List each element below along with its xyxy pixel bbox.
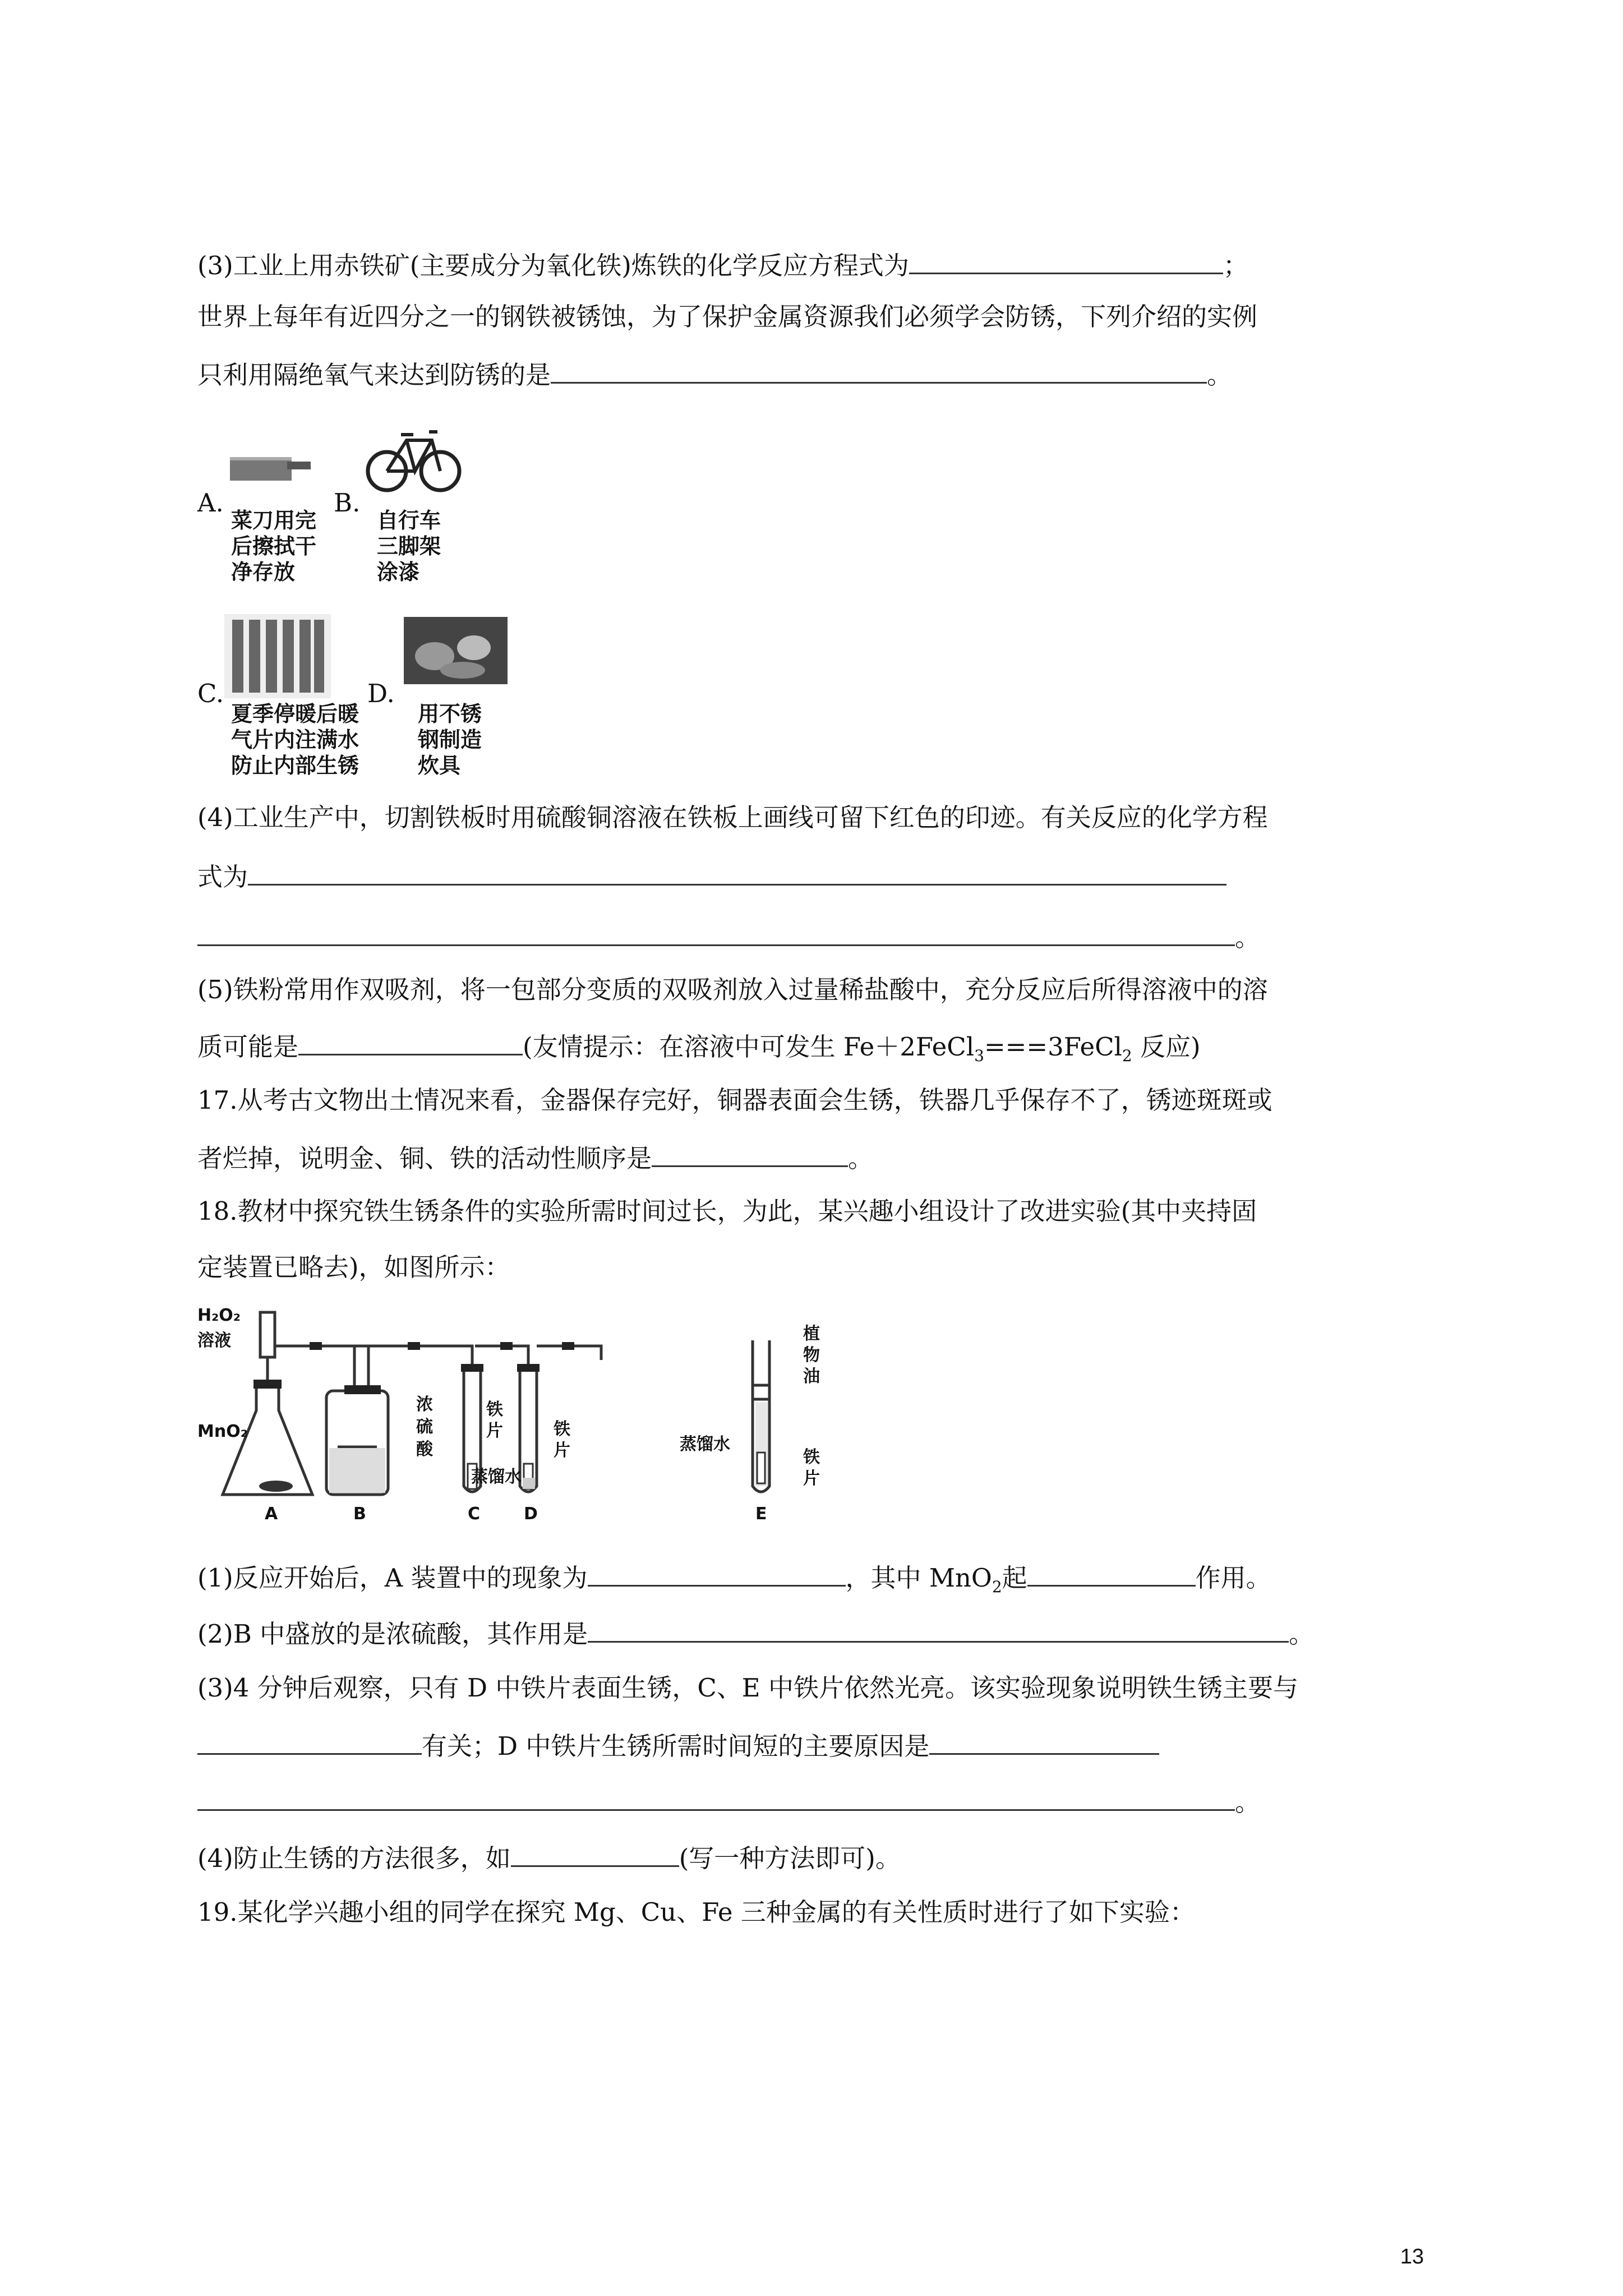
answer-blank[interactable]	[197, 919, 1235, 946]
q16-part3-line1: (3)工业上用赤铁矿(主要成分为氧化铁)炼铁的化学反应方程式为 ；	[197, 247, 1248, 283]
q16-part4-line3: 。	[197, 919, 1260, 955]
option-b-caption: 自行车 三脚架 涂漆	[377, 508, 441, 584]
iron-d-label: 铁 片	[554, 1419, 570, 1460]
label-d: D	[524, 1504, 538, 1524]
label-e: E	[755, 1504, 767, 1524]
apparatus-drawing	[197, 1301, 842, 1525]
q18-sub4: (4)防止生锈的方法很多，如 (写一种方法即可)。	[197, 1839, 901, 1875]
label-b: B	[353, 1504, 366, 1524]
label-c: C	[468, 1504, 481, 1524]
iron-c-label: 铁 片	[486, 1400, 503, 1441]
label-a: A	[265, 1504, 278, 1524]
answer-blank[interactable]	[248, 858, 1227, 886]
q16-part5-line2: 质可能是 (友情提示：在溶液中可发生 Fe＋2FeCl$_3$===3FeCl$_2$ 反应)	[197, 1028, 1201, 1073]
q18-line1: 18.教材中探究铁生锈条件的实验所需时间过长，为此，某兴趣小组设计了改进实验(其中夹持固	[197, 1196, 1257, 1226]
q18-sub3-line2: 有关；D 中铁片生锈所需时间短的主要原因是	[197, 1727, 1159, 1763]
mno2-label: MnO₂	[197, 1422, 248, 1441]
cookware-image	[404, 617, 508, 684]
radiator-image	[224, 614, 331, 698]
q16-part3-line2: 世界上每年有近四分之一的钢铁被锈蚀，为了保护金属资源我们必须学会防锈，下列介绍的实例	[197, 302, 1258, 331]
option-d-label: D.	[367, 679, 395, 708]
option-a-label: A.	[197, 488, 224, 518]
q17-line1: 17.从考古文物出土情况来看，金器保存完好，铜器表面会生锈，铁器几乎保存不了，锈迹斑斑或	[197, 1085, 1272, 1115]
option-d-caption: 用不锈 钢制造 炊具	[418, 702, 482, 778]
q16-part3-line3: 只利用隔绝氧气来达到防锈的是 。	[197, 356, 1232, 392]
apparatus-diagram	[197, 1301, 842, 1525]
option-c-caption: 夏季停暖后暖 气片内注满水 防止内部生锈	[231, 702, 359, 778]
q17-line2: 者烂掉，说明金、铜、铁的活动性顺序是 。	[197, 1140, 873, 1175]
page-number: 13	[1400, 2245, 1424, 2269]
h2o2-label: H₂O₂	[197, 1306, 241, 1325]
iron-e-label: 铁 片	[803, 1447, 820, 1488]
q19-line1: 19.某化学兴趣小组的同学在探究 Mg、Cu、Fe 三种金属的有关性质时进行了如下实验：	[197, 1897, 1195, 1927]
q18-line2: 定装置已略去)，如图所示：	[197, 1252, 510, 1282]
answer-blank[interactable]	[588, 1559, 846, 1587]
q18-sub1: (1)反应开始后，A 装置中的现象为 ，其中 MnO$_2$起 作用。	[197, 1559, 1271, 1604]
q18-sub3-line3: 。	[197, 1783, 1260, 1819]
answer-blank[interactable]	[929, 1727, 1159, 1755]
solution-label: 溶液	[197, 1331, 231, 1350]
bicycle-image	[362, 415, 463, 499]
water-e-label: 蒸馏水	[680, 1435, 730, 1454]
answer-blank[interactable]	[1027, 1559, 1196, 1587]
q18-sub3-line1: (3)4 分钟后观察，只有 D 中铁片表面生锈，C、E 中铁片依然光亮。该实验现象说明铁生锈主要与	[197, 1673, 1298, 1703]
option-b-label: B.	[334, 488, 361, 518]
answer-blank[interactable]	[197, 1727, 422, 1755]
answer-blank[interactable]	[551, 356, 1207, 384]
q16-part5-line1: (5)铁粉常用作双吸剂，将一包部分变质的双吸剂放入过量稀盐酸中，充分反应后所得溶液中的溶	[197, 975, 1268, 1004]
q18-sub2: (2)B 中盛放的是浓硫酸，其作用是 。	[197, 1615, 1314, 1651]
option-c-label: C.	[197, 679, 224, 708]
answer-blank[interactable]	[298, 1028, 523, 1055]
water-c-label: 蒸馏水	[471, 1467, 522, 1487]
answer-blank[interactable]	[588, 1615, 1289, 1643]
answer-blank[interactable]	[511, 1839, 679, 1867]
answer-blank[interactable]	[909, 247, 1223, 274]
answer-blank[interactable]	[197, 1783, 1235, 1811]
q16-part4-line2: 式为	[197, 858, 1227, 894]
kitchen-knife-image	[224, 446, 314, 488]
option-a-caption: 菜刀用完 后擦拭干 净存放	[231, 508, 317, 584]
q16-part4-line1: (4)工业生产中，切割铁板时用硫酸铜溶液在铁板上画线可留下红色的印迹。有关反应的化学方程	[197, 803, 1268, 832]
answer-blank[interactable]	[652, 1140, 848, 1167]
oil-label: 植 物 油	[803, 1324, 820, 1386]
conc-sulfuric-acid-label: 浓 硫 酸	[416, 1395, 433, 1459]
